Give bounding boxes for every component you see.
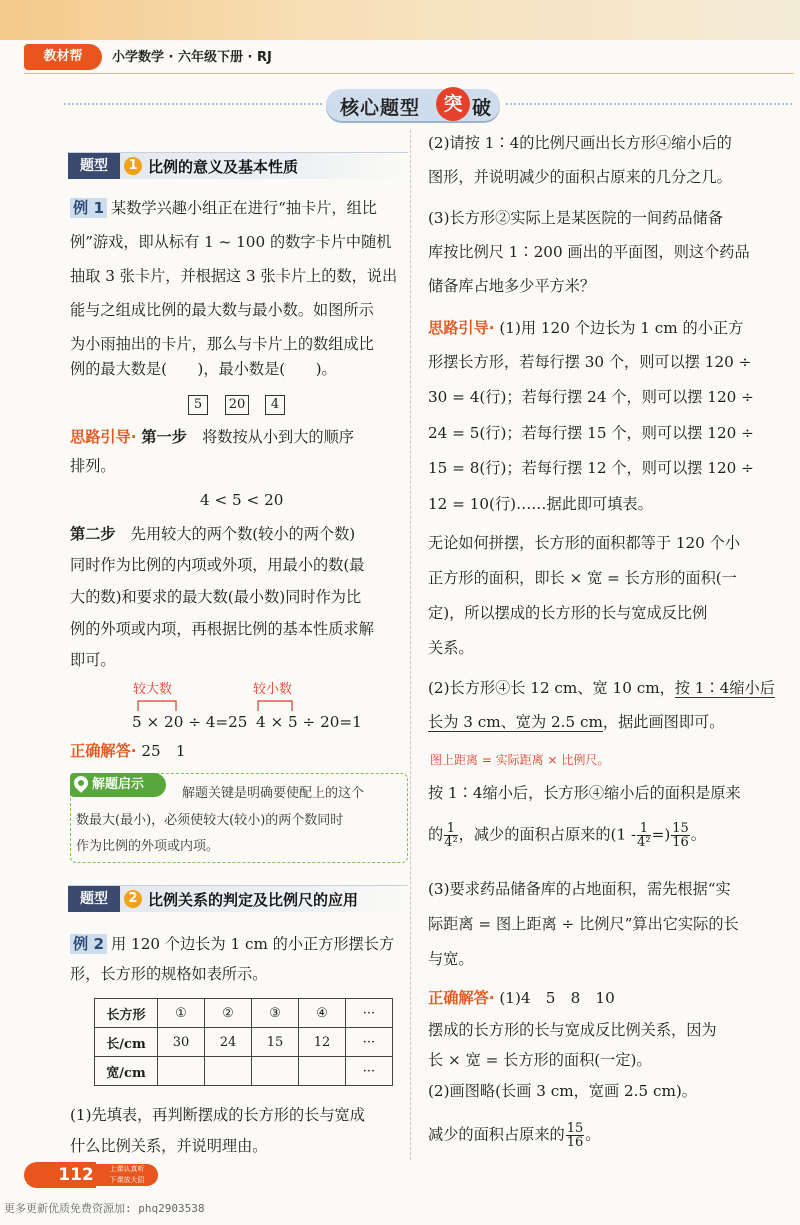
spec-table <box>94 998 393 1086</box>
step-2-line-5: 即可。 <box>70 651 116 669</box>
answer-r-line-1: 正确解答· (1)4 5 8 10 <box>428 989 615 1007</box>
para-6-line-3: 与宽。 <box>428 950 474 968</box>
example-1-label: 例 1 <box>70 198 107 218</box>
question-3-line-2: 库按比例尺 1∶200 画出的平面图，则这个药品 <box>428 243 750 261</box>
hint-line-1: 解题关键是明确要使配上的这个 <box>182 786 365 801</box>
topic-number: 2 <box>124 890 142 908</box>
table-cell <box>205 1057 252 1086</box>
banner-line-right <box>506 103 792 105</box>
bracket-marks <box>132 697 312 713</box>
table-cell: ③ <box>252 999 299 1028</box>
header-band <box>0 0 800 40</box>
fraction: $\frac{1}{\text{4²}}$ <box>637 821 651 850</box>
answer-r-line-3: 长 × 宽 = 长方形的面积(一定)。 <box>428 1051 652 1069</box>
mascot-icon <box>24 1162 58 1188</box>
table-cell: 30 <box>158 1028 205 1057</box>
step-2-line-2: 同时作为比例的内项或外项，用最小的数(最 <box>70 556 365 574</box>
table-cell: 12 <box>299 1028 346 1057</box>
topic-title: 比例关系的判定及比例尺的应用 <box>148 891 359 909</box>
table-cell: 长方形 <box>95 999 158 1028</box>
para-3-line-1: (2)长方形④长 12 cm、宽 10 cm，按 1∶4缩小后 <box>428 679 775 697</box>
table-cell <box>158 1057 205 1086</box>
example-1-line-5: 为小雨抽出的卡片，那么与卡片上的数组成比 <box>70 335 374 353</box>
table-cell: ··· <box>346 1028 393 1057</box>
section-banner <box>326 89 500 121</box>
thinking-r-line-6: 12 = 10(行)……据此即可填表。 <box>428 495 653 513</box>
topic-bar-1 <box>68 152 408 179</box>
brand-badge: 教材帮 <box>24 44 102 70</box>
example-1-line-4: 能与之组成比例的最大数与最小数。如图所示 <box>70 301 374 319</box>
note-larger: 较大数 <box>133 682 173 697</box>
banner-suffix: 破 <box>472 97 492 119</box>
topic-bar-2 <box>68 885 408 912</box>
example-1-line-1: 例 1 某数学兴趣小组正在进行“抽卡片，组比 <box>70 198 377 218</box>
answer-line: 正确解答· 25 1 <box>70 742 186 760</box>
table-cell: ② <box>205 999 252 1028</box>
table-cell: ① <box>158 999 205 1028</box>
example-2-line-1: 例 2 用 120 个边长为 1 cm 的小正方形摆长方 <box>70 934 394 954</box>
topic-label: 题型 <box>68 153 120 179</box>
answer-value: 25 1 <box>141 742 186 760</box>
banner-line-left <box>64 103 322 105</box>
example-1-line-3: 抽取 3 张卡片，并根据这 3 张卡片上的数，说出 <box>70 267 398 285</box>
para-2-line-4: 关系。 <box>428 639 474 657</box>
thinking-r-line-5: 15 = 8(行)；若每行摆 12 个，则可以摆 120 ÷ <box>428 459 754 477</box>
number-card: 20 <box>225 395 249 415</box>
question-3-line-1: (3)长方形②实际上是某医院的一间药品储备 <box>428 209 723 227</box>
step-2-line-4: 例的外项或内项，再根据比例的基本性质求解 <box>70 620 374 638</box>
example-1-line-6: 例的最大数是( )，最小数是( )。 <box>70 360 337 378</box>
para-6-line-1: (3)要求药品储备库的占地面积，需先根据“实 <box>428 880 731 898</box>
order-expression: 4 < 5 < 20 <box>200 491 284 509</box>
table-row <box>95 999 393 1028</box>
question-2-line-1: (2)请按 1∶4的比例尺画出长方形④缩小后的 <box>428 134 732 152</box>
number-card: 5 <box>188 395 208 415</box>
fraction: $\frac{15}{16}$ <box>672 821 689 850</box>
table-row <box>95 1028 393 1057</box>
answer-r-line-4: (2)画图略(长画 3 cm，宽画 2.5 cm)。 <box>428 1082 697 1100</box>
hint-label: 解题启示 <box>70 773 166 797</box>
note-smaller: 较小数 <box>253 682 293 697</box>
fraction: $\frac{15}{16}$ <box>566 1121 584 1150</box>
topic-title: 比例的意义及基本性质 <box>148 158 299 176</box>
table-cell: ··· <box>346 999 393 1028</box>
page-number: 112 <box>56 1162 96 1188</box>
table-row <box>95 1057 393 1086</box>
calc-larger: 5 × 20 ÷ 4=25 <box>132 713 248 731</box>
red-note: 图上距离 = 实际距离 × 比例尺。 <box>430 753 610 767</box>
thinking-r-line-4: 24 = 5(行)；若每行摆 15 个，则可以摆 120 ÷ <box>428 424 754 442</box>
question-1-line-2: 什么比例关系，并说明理由。 <box>70 1137 268 1155</box>
table-cell: 15 <box>252 1028 299 1057</box>
table-cell: ··· <box>346 1057 393 1086</box>
header-divider <box>24 73 794 74</box>
table-cell: 长/cm <box>95 1028 158 1057</box>
footer-slogan: 上课认真听 下课放大招 <box>96 1164 158 1186</box>
example-2-label: 例 2 <box>70 934 107 954</box>
question-3-line-3: 储备库占地多少平方米？ <box>428 277 596 295</box>
location-pin-icon <box>71 773 91 793</box>
example-1-line-2: 例”游戏，即从标有 1 ~ 100 的数字卡片中随机 <box>70 233 392 251</box>
answer-r-line-5: 减少的面积占原来的 $\frac{15}{16}$ 。 <box>428 1121 601 1150</box>
hint-line-2: 数最大(最小)，必须使较大(较小)的两个数同时 <box>76 813 344 828</box>
para-5-line: 的 $\frac{1}{\text{4²}}$ ，减少的面积占原来的(1 - $\frac{1}{\text{4²}}$ =) $\frac{15}{16}$ 。 <box>428 821 706 850</box>
thinking-r-line-2: 形摆长方形，若每行摆 30 个，则可以摆 120 ÷ <box>428 353 752 371</box>
thinking-r-line-1: 思路引导· (1)用 120 个边长为 1 cm 的小正方 <box>428 319 744 337</box>
para-3-line-2: 长为 3 cm、宽为 2.5 cm，据此画图即可。 <box>428 713 725 731</box>
para-2-line-2: 正方形的面积，即长 × 宽 = 长方形的面积(一 <box>428 569 737 587</box>
topic-label: 题型 <box>68 886 120 912</box>
book-title: 小学数学 · 六年级下册 · RJ <box>112 50 272 65</box>
para-6-line-2: 际距离 = 图上距离 ÷ 比例尺”算出它实际的长 <box>428 915 739 933</box>
column-divider <box>410 130 411 1160</box>
answer-label-right: 正确解答 <box>428 989 489 1007</box>
thinking-label-right: 思路引导 <box>428 319 489 337</box>
watermark-text: 更多更新优质免费资源加: phq2903538 <box>4 1202 205 1215</box>
step-1-label: 第一步 <box>141 428 187 446</box>
example-2-line-2: 形，长方形的规格如表所示。 <box>70 965 268 983</box>
thinking-line-1: 思路引导· 第一步 将数按从小到大的顺序 <box>70 428 354 446</box>
banner-title: 核心题型 <box>340 97 421 119</box>
table-cell <box>299 1057 346 1086</box>
topic-number: 1 <box>124 157 142 175</box>
banner-badge: 突 <box>436 87 470 121</box>
step-2-line-1: 第二步 先用较大的两个数(较小的两个数) <box>70 525 356 543</box>
fraction: $\frac{1}{\text{4²}}$ <box>444 821 458 850</box>
question-1-line-1: (1)先填表，再判断摆成的长方形的长与宽成 <box>70 1106 365 1124</box>
answer-label: 正确解答 <box>70 742 131 760</box>
table-cell: 宽/cm <box>95 1057 158 1086</box>
number-card: 4 <box>265 395 285 415</box>
calc-smaller: 4 × 5 ÷ 20=1 <box>256 713 362 731</box>
hint-line-3: 作为比例的外项或内项。 <box>76 839 220 854</box>
question-2-line-2: 图形，并说明减少的面积占原来的几分之几。 <box>428 168 732 186</box>
table-cell: 24 <box>205 1028 252 1057</box>
table-cell: ④ <box>299 999 346 1028</box>
step-2-line-3: 大的数)和要求的最大数(最小数)同时作为比 <box>70 588 362 606</box>
answer-r-line-2: 摆成的长方形的长与宽成反比例关系，因为 <box>428 1021 717 1039</box>
thinking-line-2: 排列。 <box>70 457 116 475</box>
para-4-line: 按 1∶4缩小后，长方形④缩小后的面积是原来 <box>428 784 741 802</box>
thinking-r-line-3: 30 = 4(行)；若每行摆 24 个，则可以摆 120 ÷ <box>428 388 754 406</box>
table-cell <box>252 1057 299 1086</box>
step-2-label: 第二步 <box>70 525 116 543</box>
thinking-label: 思路引导 <box>70 428 131 446</box>
para-2-line-3: 定)，所以摆成的长方形的长与宽成反比例 <box>428 604 708 622</box>
para-2-line-1: 无论如何拼摆，长方形的面积都等于 120 个小 <box>428 534 741 552</box>
